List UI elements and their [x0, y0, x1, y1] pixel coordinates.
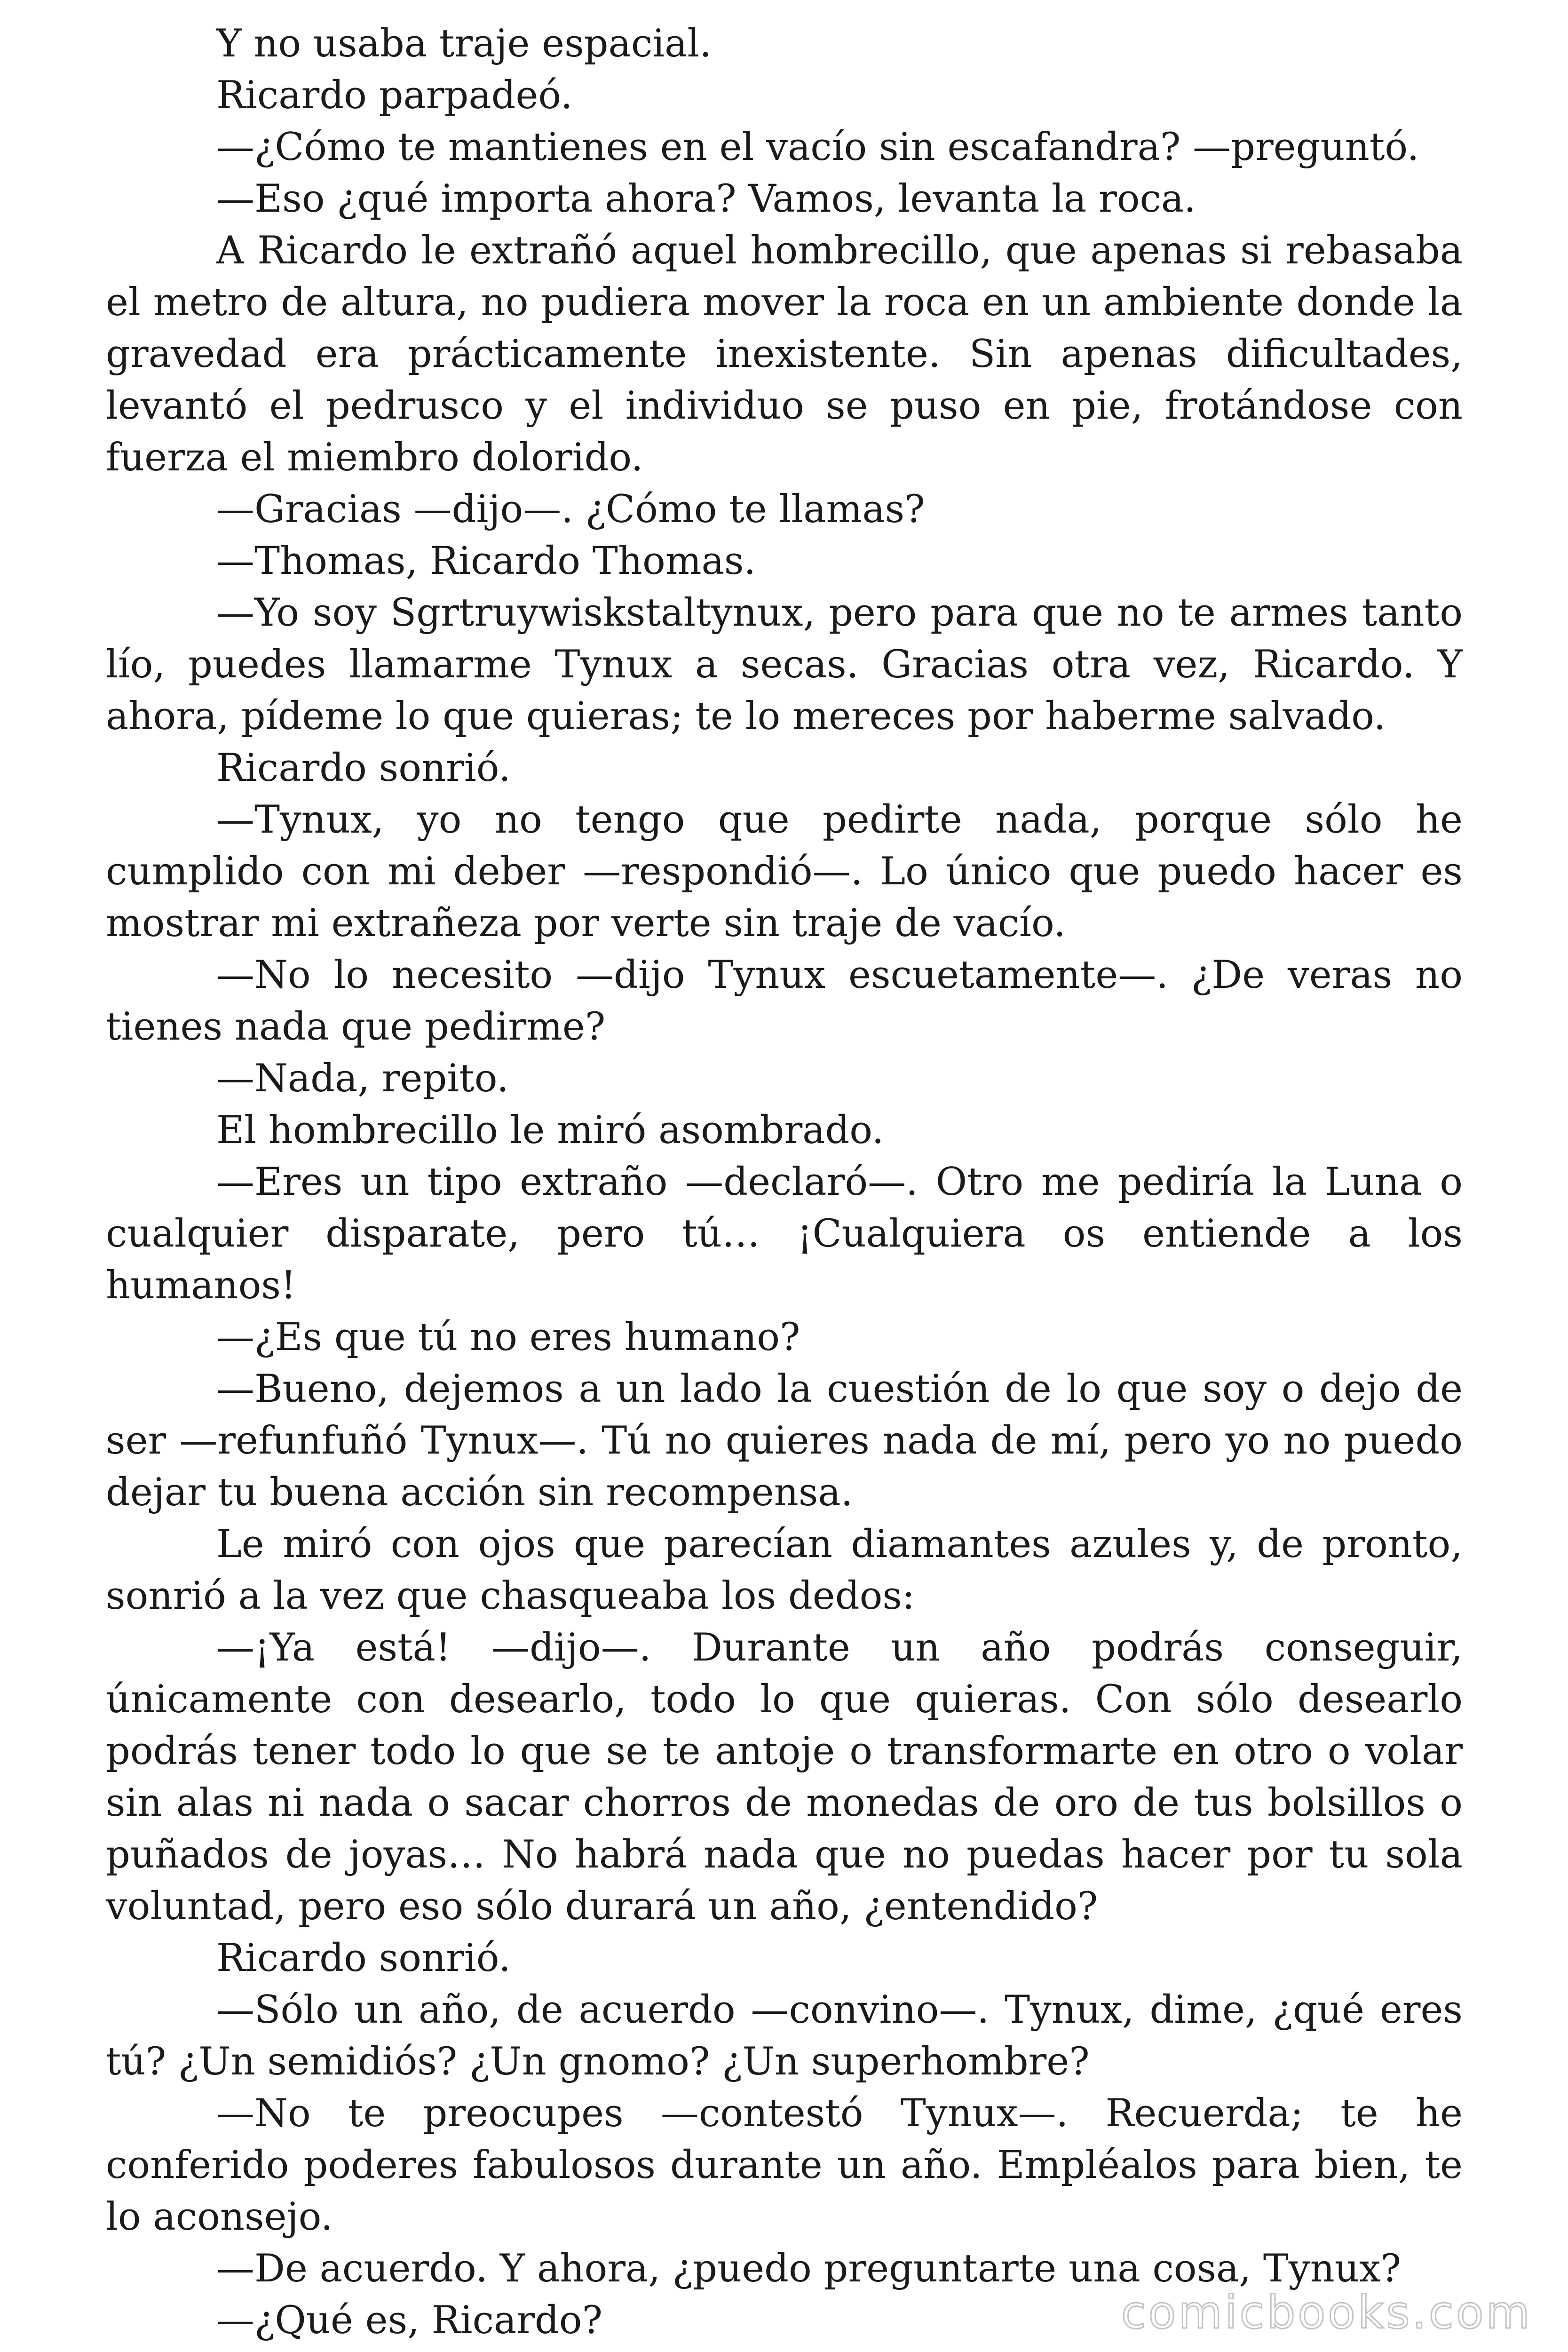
- paragraph: —¿Qué es, Ricardo?: [216, 2298, 602, 2343]
- paragraph: —¿Es que tú no eres humano?: [216, 1315, 800, 1359]
- paragraph: —No lo necesito —dijo Tynux escuetamente—. ¿De veras no tienes nada que pedirme?: [106, 953, 1463, 1049]
- book-page-text: [106, 18, 1463, 2346]
- paragraph: Le miró con ojos que parecían diamantes azules y, de pronto, sonrió a la vez que chasqueaba los dedos:: [106, 1522, 1463, 1618]
- paragraph: —Bueno, dejemos a un lado la cuestión de lo que soy o dejo de ser —refunfuñó Tynux—. Tú no quieres nada de mí, pero yo no puedo dejar tu buena acción sin recompensa.: [106, 1367, 1463, 1515]
- paragraph: —¿Cómo te mantienes en el vacío sin escafandra? —preguntó.: [216, 125, 1419, 169]
- paragraph: —Eso ¿qué importa ahora? Vamos, levanta la roca.: [216, 177, 1196, 221]
- paragraph: Ricardo sonrió.: [216, 1936, 511, 1980]
- paragraph: Ricardo sonrió.: [216, 746, 511, 790]
- paragraph: —Thomas, Ricardo Thomas.: [216, 539, 756, 583]
- watermark: comicbooks.com: [1121, 2286, 1532, 2339]
- paragraph: —De acuerdo. Y ahora, ¿puedo preguntarte una cosa, Tynux?: [216, 2247, 1402, 2291]
- paragraph: Y no usaba traje espacial.: [216, 22, 712, 66]
- paragraph: —Sólo un año, de acuerdo —convino—. Tynux, dime, ¿qué eres tú? ¿Un semidiós? ¿Un gnomo? ¿Un superhombre?: [106, 1988, 1463, 2084]
- paragraph: —Tynux, yo no tengo que pedirte nada, porque sólo he cumplido con mi deber —respondió—. Lo único que puedo hacer es mostrar mi extrañeza por verte sin traje de vacío.: [106, 798, 1463, 946]
- paragraph: El hombrecillo le miró asombrado.: [216, 1108, 884, 1152]
- paragraph: —¡Ya está! —dijo—. Durante un año podrás conseguir, únicamente con desearlo, todo lo que quieras. Con sólo desearlo podrás tener todo lo que se te antoje o transformarte en otro o volar sin alas ni nada o sacar chorros de monedas de oro de tus bolsillos o puñados de joyas… No habrá nada que no puedas hacer por tu sola voluntad, pero eso sólo durará un año, ¿entendido?: [106, 1626, 1463, 1929]
- paragraph: —Gracias —dijo—. ¿Cómo te llamas?: [216, 487, 925, 532]
- paragraph: Ricardo parpadeó.: [216, 73, 573, 118]
- paragraph: —Nada, repito.: [216, 1057, 509, 1101]
- paragraph: —Yo soy Sgrtruywiskstaltynux, pero para que no te armes tanto lío, puedes llamarme Tynux a secas. Gracias otra vez, Ricardo. Y ahora, pídeme lo que quieras; te lo mereces por haberme salvado.: [106, 591, 1463, 739]
- paragraph: A Ricardo le extrañó aquel hombrecillo, que apenas si rebasaba el metro de altura, no pudiera mover la roca en un ambiente donde la gravedad era prácticamente inexistente. Sin apenas dificultades, levantó el pedrusco y el individuo se puso en pie, frotándose con fuerza el miembro dolorido.: [106, 229, 1463, 480]
- paragraph: —Eres un tipo extraño —declaró—. Otro me pediría la Luna o cualquier disparate, pero tú… ¡Cualquiera os entiende a los humanos!: [106, 1160, 1463, 1308]
- paragraph: —No te preocupes —contestó Tynux—. Recuerda; te he conferido poderes fabulosos durante un año. Empléalos para bien, te lo aconsejo.: [106, 2091, 1463, 2239]
